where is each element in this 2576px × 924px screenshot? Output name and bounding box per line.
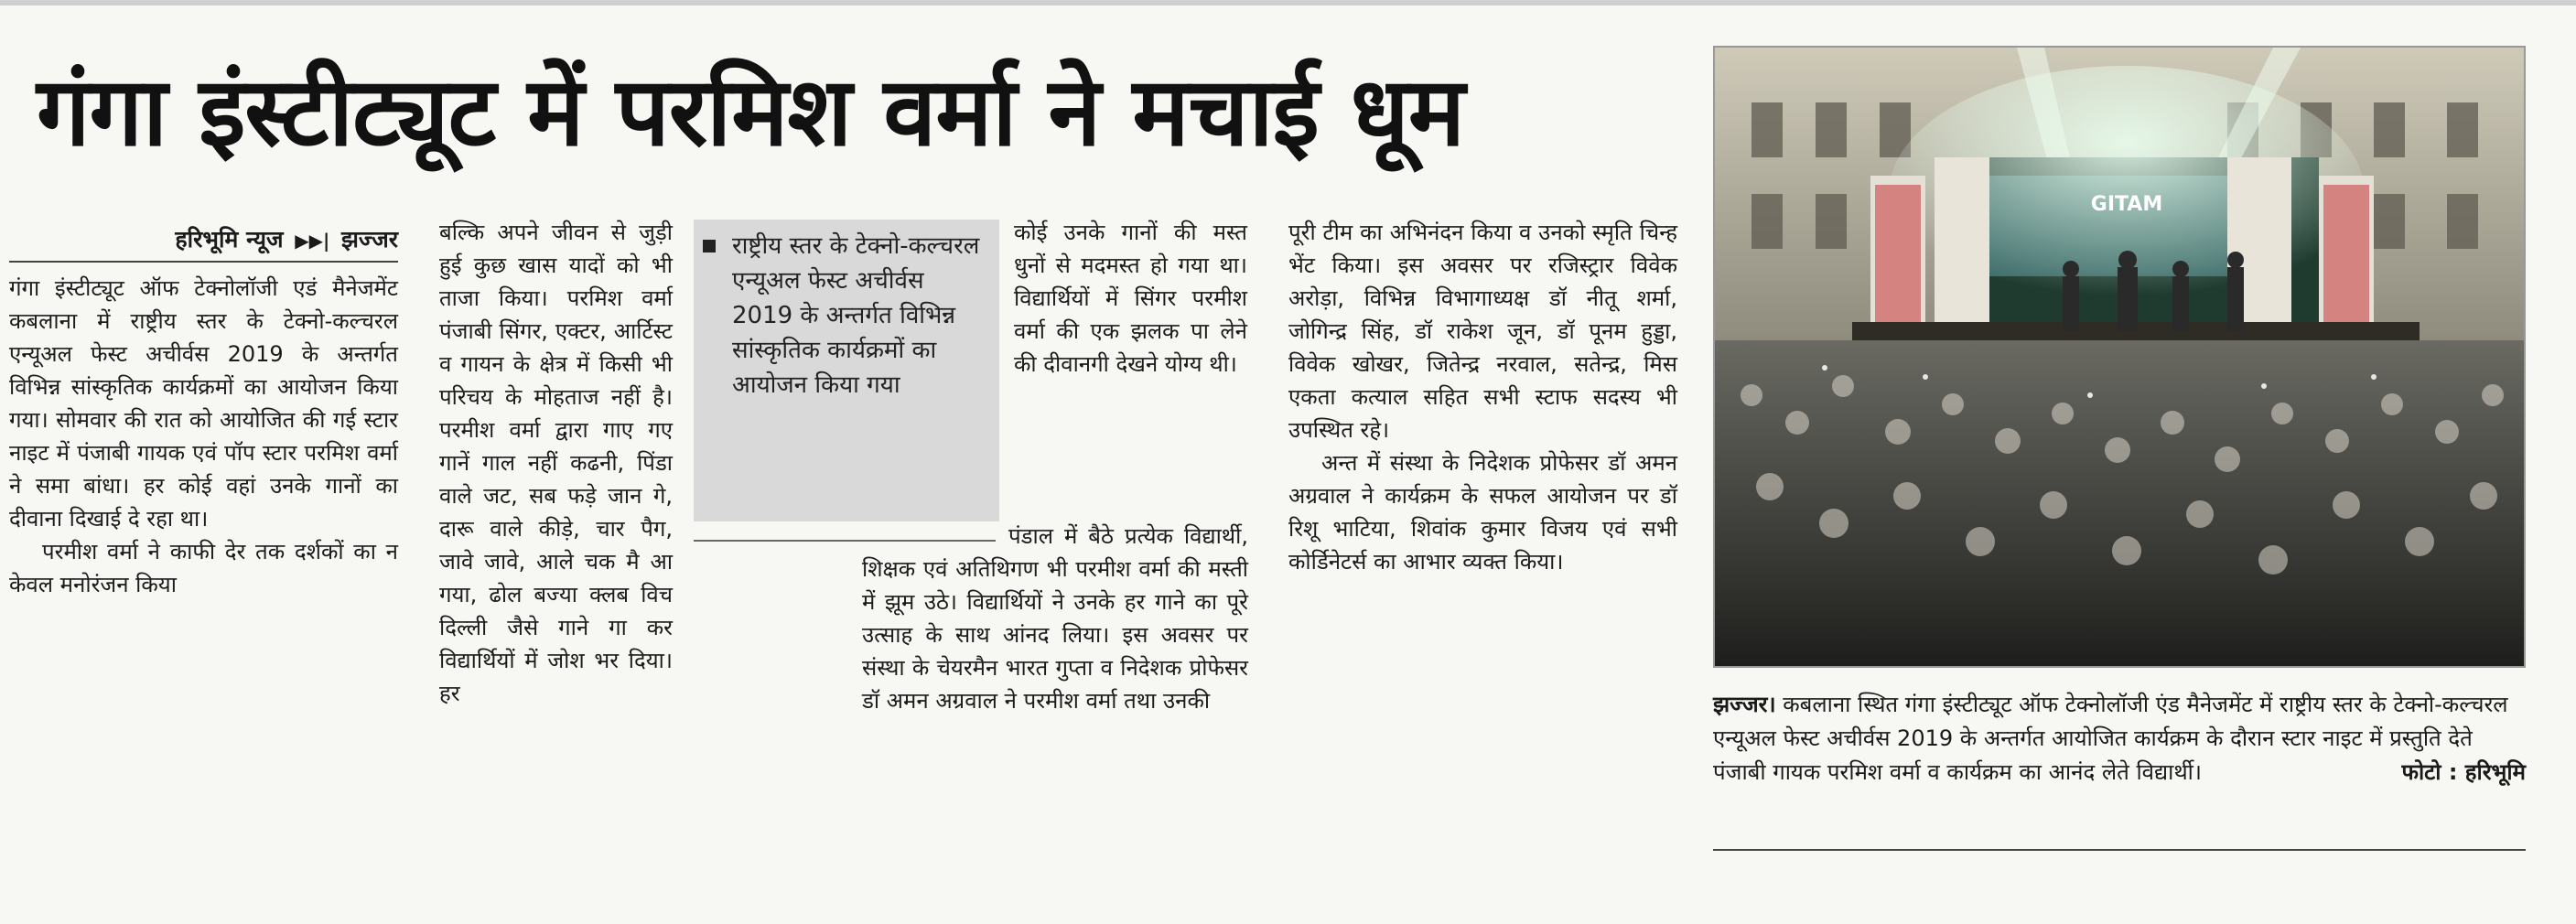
article-column-4 [1288, 216, 1677, 578]
highlight-text: राष्ट्रीय स्तर के टेक्नो-कल्चरल एन्यूअल फेस्ट अचीर्वस 2019 के अन्तर्गत विभिन्न सांस्कृतिक कार्यक्रमों का आयोजन किया गया [732, 232, 980, 399]
headline: गंगा इंस्टीट्यूट में परमिश वर्मा ने मचाई धूम [37, 56, 1465, 167]
article-column-2 [439, 216, 673, 710]
column-4-paragraph-2: अन्त में संस्था के निदेशक प्रोफेसर डॉ अमन अग्रवाल ने कार्यक्रम के सफल आयोजन पर डॉ रिशू भाटिया, शिवांक कुमार विजय एवं सभी कोर्डिनेटर्स का आभार व्यक्त किया। [1288, 450, 1677, 575]
column-1-paragraph-2: परमीश वर्मा ने काफी देर तक दर्शकों का न केवल मनोरंजन किया [9, 539, 398, 597]
article-column-3-top [1014, 216, 1247, 381]
highlight-box [694, 220, 999, 521]
byline [9, 220, 398, 263]
photo-credit: फोटो : हरिभूमि [2401, 759, 2526, 785]
concert-photo-illustration [1715, 48, 2524, 666]
byline-place: झज्जर [341, 226, 398, 252]
caption-place: झज्जर। [1713, 692, 1776, 717]
column-1-paragraph-1: गंगा इंस्टीट्यूट ऑफ टेक्नोलॉजी एडं मैनेजमेंट कबलाना में राष्ट्रीय स्तर के टेक्नो-कल्चरल एन्यूअल फेस्ट अचीर्वस 2019 के अन्तर्गत विभिन्न सांस्कृतिक कार्यक्रमों का आयोजन किया गया। सोमवार की रात को आयोजित की गई स्टार नाइट में पंजाबी गायक एवं पॉप स्टार परमिश वर्मा ने समा बांधा। हर कोई वहां उनके गानों का दीवाना दिखाई दे रहा था। [9, 275, 398, 532]
stage-banner-text: GITAM [2090, 193, 2163, 216]
top-rule [0, 0, 2576, 5]
concert-photo [1713, 46, 2526, 668]
column-3-paragraph-2: पंडाल में बैठे प्रत्येक विद्यार्थी, शिक्षक एवं अतिथिगण भी परमीश वर्मा की मस्ती में झूम उठे। विद्यार्थियों ने उनके हर गाने का पूरे उत्साह के साथ आंनद लिया। इस अवसर पर संस्था के चेयरमैन भारत गुप्ता व निदेशक प्रोफेसर डॉ अमन अग्रवाल ने परमीश वर्मा तथा उनकी [862, 523, 1248, 714]
caption-rule [1713, 849, 2526, 851]
square-bullet-icon [703, 240, 716, 252]
article-column-3-bottom [862, 520, 1248, 717]
column-4-paragraph-1: पूरी टीम का अभिनंदन किया व उनको स्मृति चिन्ह भेंट किया। इस अवसर पर रजिस्ट्रार विवेक अरोड़ा, विभिन्न विभागाध्यक्ष डॉ नीतू शर्मा, जोगिन्द्र सिंह, डॉ राकेश जून, डॉ पूनम हुड्डा, विवेक खोखर, जितेन्द्र नरवाल, सतेन्द्र, मिस एकता कत्याल सहित सभी स्टाफ सदस्य भी उपस्थित रहे। [1288, 220, 1677, 443]
article-column-1 [9, 220, 398, 601]
column-3-paragraph-1: कोई उनके गानों की मस्त धुनों से मदमस्त हो गया था। विद्यार्थियों में सिंगर परमीश वर्मा की एक झलक पा लेने की दीवानगी देखने योग्य थी। [1014, 220, 1247, 377]
photo-caption [1713, 688, 2526, 790]
caption-text: कबलाना स्थित गंगा इंस्टीट्यूट ऑफ टेक्नोलॉजी एंड मैनेजमेंट में राष्ट्रीय स्तर के टेक्नो-कल्चरल एन्यूअल फेस्ट अचीर्वस 2019 के अन्तर्गत आयोजित कार्यक्रम के दौरान स्टार नाइट में प्रस्तुति देते पंजाबी गायक परमिश वर्मा व कार्यक्रम का आनंद लेते विद्यार्थी। [1713, 692, 2508, 785]
column-2-paragraph-1: बल्कि अपने जीवन से जुड़ी हुई कुछ खास यादों को भी ताजा किया। परमिश वर्मा पंजाबी सिंगर, एक्टर, आर्टिस्ट व गायन के क्षेत्र में किसी भी परिचय के मोहताज नहीं है। परमीश वर्मा द्वारा गाए गए गानें गाल नहीं कढनी, पिंडा वाले जट, सब फड़े जान गे, दारू वाले कीड़े, चार पैग, जावे जावे, आले चक मै आ गया, ढोल बज्या क्लब विच दिल्ली जैसे गाने गा कर विद्यार्थियों में जोश भर दिया। हर [439, 220, 673, 706]
byline-source: हरिभूमि न्यूज [175, 226, 284, 252]
byline-arrow-icon: ▶▶| [295, 230, 330, 252]
